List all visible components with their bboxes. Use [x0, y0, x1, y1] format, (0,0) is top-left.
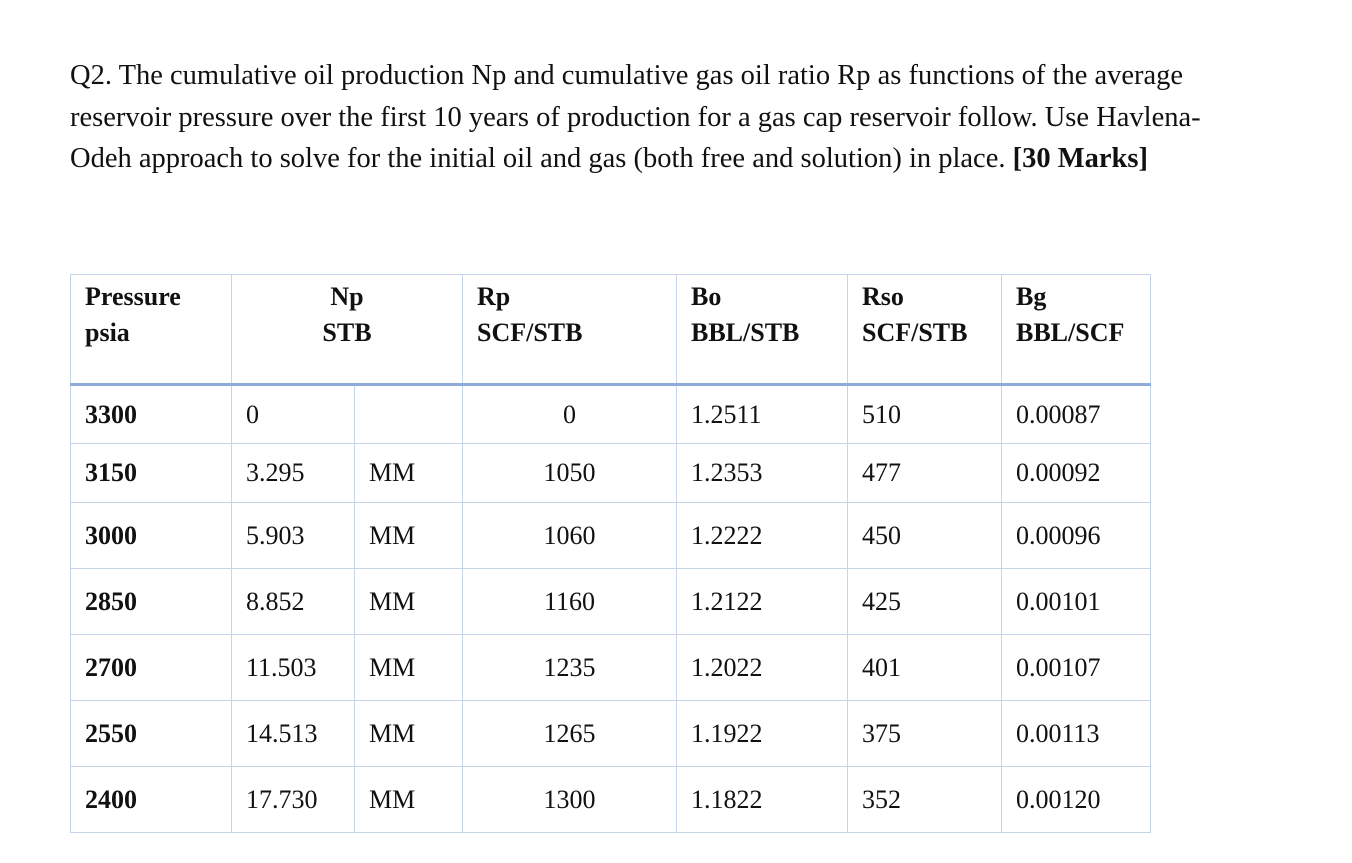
table-row [71, 701, 1151, 767]
question-text [70, 55, 1310, 180]
question-line-3 [70, 138, 1310, 180]
marks-label: [30 Marks] [1012, 143, 1148, 174]
question-line-2: reservoir pressure over the first 10 years of production for a gas cap reservoir follow. Use Havlena- [70, 101, 1201, 133]
header-bo-name: Bo [691, 282, 722, 311]
bo-cell: 1.2511 [677, 385, 848, 444]
table-row [71, 503, 1151, 569]
np-value-cell: 17.730 [232, 767, 355, 833]
rp-cell: 1050 [463, 444, 677, 503]
rso-cell: 352 [848, 767, 1002, 833]
np-value-cell: 14.513 [232, 701, 355, 767]
rso-cell: 477 [848, 444, 1002, 503]
table-row [71, 767, 1151, 833]
np-unit-cell: MM [355, 503, 463, 569]
header-np [232, 275, 463, 385]
table-row [71, 385, 1151, 444]
bg-cell: 0.00107 [1002, 635, 1151, 701]
np-unit-cell: MM [355, 701, 463, 767]
np-unit-cell: MM [355, 569, 463, 635]
np-value-cell: 8.852 [232, 569, 355, 635]
pressure-cell: 3300 [71, 385, 232, 444]
bo-cell: 1.2222 [677, 503, 848, 569]
rso-cell: 510 [848, 385, 1002, 444]
header-np-unit: STB [322, 318, 372, 347]
rp-cell: 1060 [463, 503, 677, 569]
rso-cell: 450 [848, 503, 1002, 569]
table-row [71, 635, 1151, 701]
rp-cell: 0 [463, 385, 677, 444]
bo-cell: 1.1822 [677, 767, 848, 833]
rp-cell: 1265 [463, 701, 677, 767]
question-line-3-text: Odeh approach to solve for the initial oil and gas (both free and solution) in place. [70, 143, 1013, 174]
bo-cell: 1.2022 [677, 635, 848, 701]
bo-cell: 1.1922 [677, 701, 848, 767]
np-value-cell: 5.903 [232, 503, 355, 569]
header-bg-unit: BBL/SCF [1016, 318, 1125, 347]
header-bo-unit: BBL/STB [691, 318, 800, 347]
pressure-cell: 2700 [71, 635, 232, 701]
np-value-cell: 11.503 [232, 635, 355, 701]
np-unit-cell: MM [355, 444, 463, 503]
header-pressure-name: Pressure [85, 282, 181, 311]
table-row [71, 569, 1151, 635]
header-bg-name: Bg [1016, 282, 1047, 311]
rp-cell: 1160 [463, 569, 677, 635]
table-header-row [71, 275, 1151, 385]
header-rso [848, 275, 1002, 385]
header-rp-unit: SCF/STB [477, 318, 583, 347]
bg-cell: 0.00096 [1002, 503, 1151, 569]
bg-cell: 0.00087 [1002, 385, 1151, 444]
pressure-cell: 2850 [71, 569, 232, 635]
header-rp-name: Rp [477, 282, 511, 311]
rp-cell: 1300 [463, 767, 677, 833]
header-rp [463, 275, 677, 385]
bg-cell: 0.00101 [1002, 569, 1151, 635]
header-pressure [71, 275, 232, 385]
np-value-cell: 0 [232, 385, 355, 444]
pressure-cell: 2550 [71, 701, 232, 767]
header-rso-unit: SCF/STB [862, 318, 968, 347]
rso-cell: 401 [848, 635, 1002, 701]
header-bg [1002, 275, 1151, 385]
rp-cell: 1235 [463, 635, 677, 701]
header-bo [677, 275, 848, 385]
bo-cell: 1.2122 [677, 569, 848, 635]
np-unit-cell [355, 385, 463, 444]
pressure-cell: 2400 [71, 767, 232, 833]
np-unit-cell: MM [355, 767, 463, 833]
rso-cell: 425 [848, 569, 1002, 635]
np-unit-cell: MM [355, 635, 463, 701]
pressure-cell: 3150 [71, 444, 232, 503]
bg-cell: 0.00113 [1002, 701, 1151, 767]
bg-cell: 0.00120 [1002, 767, 1151, 833]
table-row [71, 444, 1151, 503]
pressure-cell: 3000 [71, 503, 232, 569]
bg-cell: 0.00092 [1002, 444, 1151, 503]
np-value-cell: 3.295 [232, 444, 355, 503]
question-line-1: Q2. The cumulative oil production Np and cumulative gas oil ratio Rp as functions of the average [70, 60, 1184, 91]
header-pressure-unit: psia [85, 318, 130, 347]
rso-cell: 375 [848, 701, 1002, 767]
header-np-name: Np [330, 282, 364, 311]
header-rso-name: Rso [862, 282, 904, 311]
pvt-data-table [70, 274, 1151, 833]
bo-cell: 1.2353 [677, 444, 848, 503]
